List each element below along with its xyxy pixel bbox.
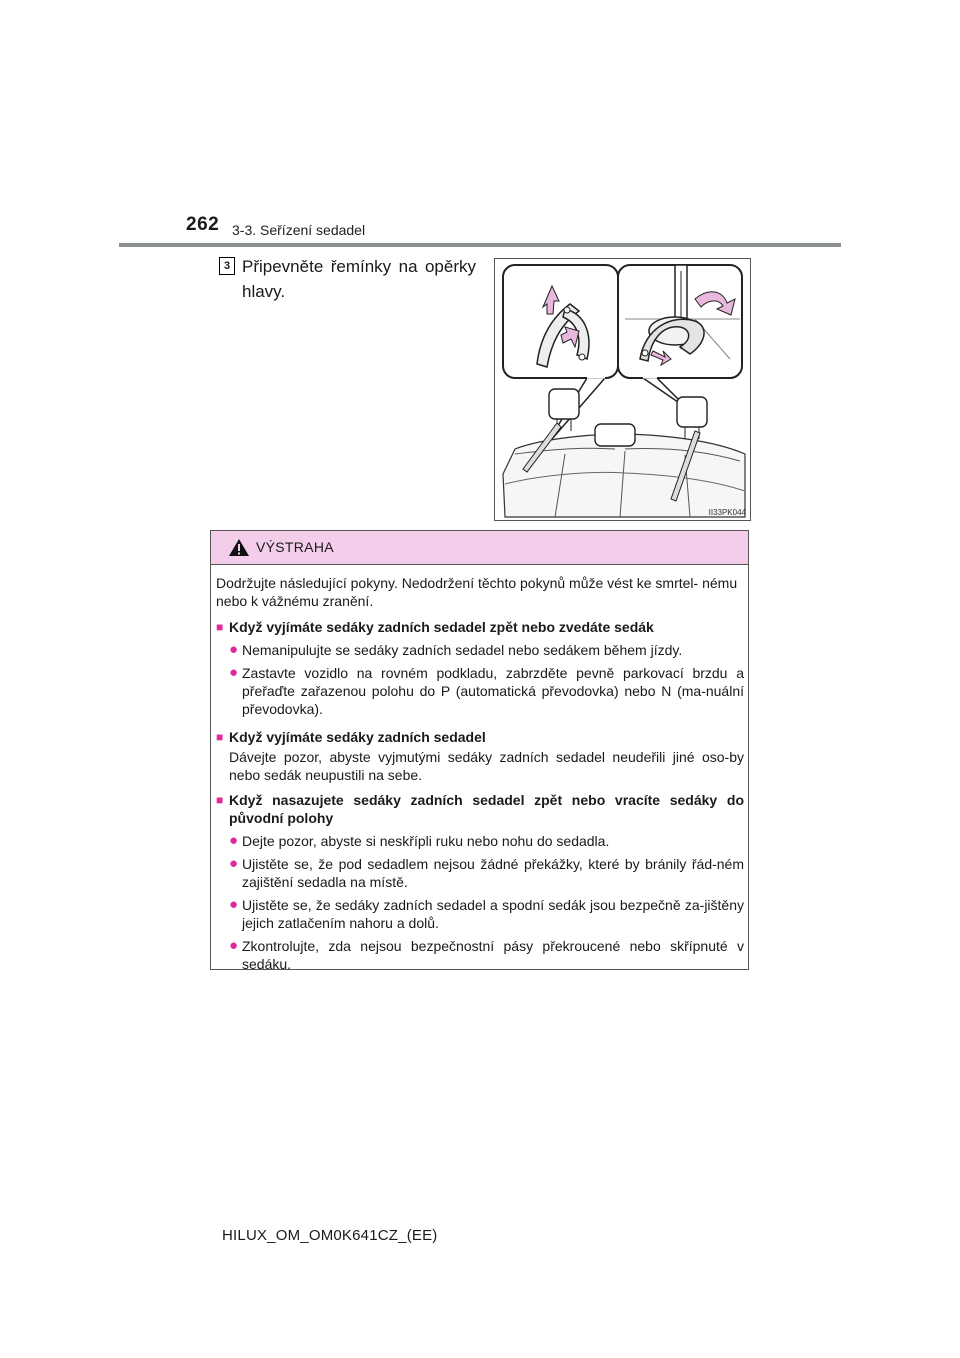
warning-box [210, 530, 749, 970]
warning-item [216, 791, 744, 976]
round-bullet-icon: ● [229, 937, 239, 954]
warning-bullet [216, 832, 744, 850]
warning-item-text: Dávejte pozor, abyste vyjmutými sedáky zadních sedadel neudeřili jiné oso-by nebo sedák neupustili na sebe. [229, 749, 744, 783]
warning-body [216, 574, 744, 983]
warning-bullet [216, 641, 744, 659]
warning-bullet [216, 896, 744, 932]
warning-title: VÝSTRAHA [256, 539, 334, 555]
warning-bullet-text: Nemanipulujte se sedáky zadních sedadel nebo sedákem během jízdy. [242, 642, 683, 658]
warning-item-heading: Když nasazujete sedáky zadních sedadel zpět nebo vracíte sedáky do původní polohy [229, 792, 744, 826]
square-bullet-icon: ■ [216, 793, 224, 807]
footer-document-id: HILUX_OM_OM0K641CZ_(EE) [222, 1227, 438, 1244]
square-bullet-icon: ■ [216, 730, 224, 744]
warning-item-heading: Když vyjímáte sedáky zadních sedadel zpět nebo zvedáte sedák [229, 619, 654, 635]
round-bullet-icon: ● [229, 664, 239, 681]
warning-bullet-text: Ujistěte se, že sedáky zadních sedadel a spodní sedák jsou bezpečně za-jištěny jejich zatlačením nahoru a dolů. [242, 897, 744, 931]
seat-strap-illustration [494, 258, 751, 521]
warning-item [216, 728, 744, 784]
page-number: 262 [186, 214, 220, 235]
header-rule [119, 243, 841, 247]
warning-bullet-text: Zastavte vozidlo na rovném podkladu, zabrzděte pevně parkovací brzdu a přeřaďte zařazenou polohu do P (automatická převodovka) nebo N (ma-nuální převodovka). [242, 665, 744, 717]
illustration-drawing [495, 259, 750, 520]
section-title: 3-3. Seřízení sedadel [232, 222, 366, 238]
warning-bullet-text: Ujistěte se, že pod sedadlem nejsou žádné překážky, které by bránily řád-ném zajištění sedadla na místě. [242, 856, 744, 890]
step-instruction: Připevněte řemínky na opěrky hlavy. [242, 257, 476, 301]
illustration-code: II33PK044 [708, 508, 746, 517]
warning-bullet [216, 937, 744, 973]
round-bullet-icon: ● [229, 855, 239, 872]
warning-item [216, 618, 744, 721]
round-bullet-icon: ● [229, 641, 239, 658]
warning-triangle-icon [228, 538, 250, 557]
step-number-badge: 3 [219, 257, 235, 275]
warning-bullet-text: Zkontrolujte, zda nejsou bezpečnostní pásy překroucené nebo skřípnuté v sedáku. [242, 938, 744, 972]
square-bullet-icon: ■ [216, 620, 224, 634]
warning-header [211, 531, 748, 565]
warning-item-heading: Když vyjímáte sedáky zadních sedadel [229, 729, 486, 745]
warning-bullet-text: Dejte pozor, abyste si neskřípli ruku nebo nohu do sedadla. [242, 833, 610, 849]
warning-bullet [216, 855, 744, 891]
round-bullet-icon: ● [229, 896, 239, 913]
round-bullet-icon: ● [229, 832, 239, 849]
warning-intro: Dodržujte následující pokyny. Nedodržení těchto pokynů může vést ke smrtel- nému nebo k vážnému zranění. [216, 575, 738, 609]
warning-bullet [216, 664, 744, 718]
